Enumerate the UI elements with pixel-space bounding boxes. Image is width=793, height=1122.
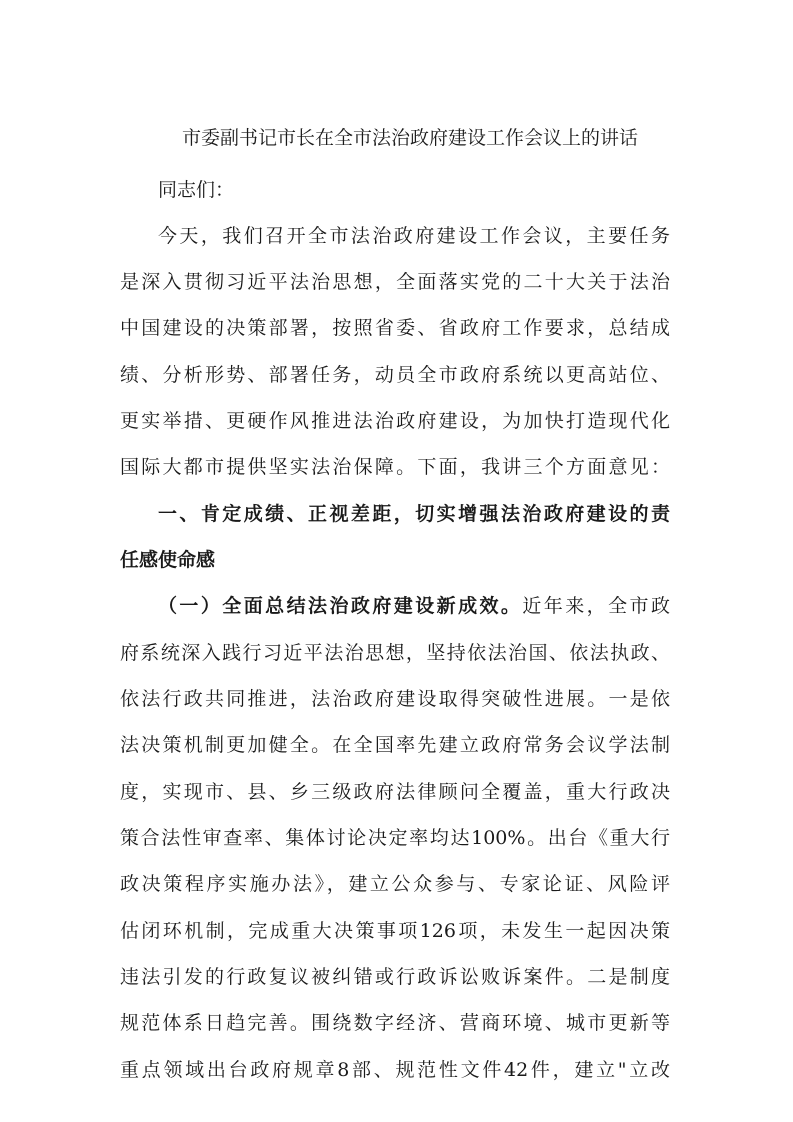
intro-line: 国际大都市提供坚实法治保障。下面，我讲三个方面意见： — [120, 456, 670, 478]
body-line: 依法行政共同推进，法治政府建设取得突破性进展。一是依 — [120, 688, 670, 710]
greeting: 同志们： — [158, 179, 235, 201]
document-title: 市委副书记市长在全市法治政府建设工作会议上的讲话 — [181, 127, 638, 149]
body-line: 政决策程序实施办法》，建立公众参与、专家论证、风险评 — [120, 873, 670, 895]
body-line: 度，实现市、县、乡三级政府法律顾问全覆盖，重大行政决 — [120, 781, 670, 803]
body-line: 违法引发的行政复议被纠错或行政诉讼败诉案件。二是制度 — [120, 966, 670, 988]
subsection-first-line-text: 近年来，全市政 — [522, 595, 670, 617]
subsection-first-line — [158, 592, 670, 620]
body-line: 策合法性审查率、集体讨论决定率均达100%。出台《重大行 — [120, 827, 670, 849]
body-line: 重点领域出台政府规章8部、规范性文件42件，建立"立改 — [120, 1059, 670, 1081]
section-heading-line: 任感使命感 — [120, 549, 216, 571]
body-line: 规范体系日趋完善。围绕数字经济、营商环境、城市更新等 — [120, 1012, 670, 1034]
intro-line: 是深入贯彻习近平法治思想，全面落实党的二十大关于法治 — [120, 271, 670, 293]
intro-line: 绩、分析形势、部署任务，动员全市政府系统以更高站位、 — [120, 364, 670, 386]
section-heading-line: 一、肯定成绩、正视差距，切实增强法治政府建设的责 — [158, 503, 670, 525]
intro-line: 更实举措、更硬作风推进法治政府建设，为加快打造现代化 — [120, 410, 670, 432]
subsection-heading: （一）全面总结法治政府建设新成效。 — [158, 595, 523, 617]
intro-line: 今天，我们召开全市法治政府建设工作会议，主要任务 — [158, 225, 670, 247]
body-line: 法决策机制更加健全。在全国率先建立政府常务会议学法制 — [120, 734, 670, 756]
intro-line: 中国建设的决策部署，按照省委、省政府工作要求，总结成 — [120, 317, 670, 339]
body-line: 估闭环机制，完成重大决策事项126项，未发生一起因决策 — [120, 920, 670, 942]
body-line: 府系统深入践行习近平法治思想，坚持依法治国、依法执政、 — [120, 642, 670, 664]
